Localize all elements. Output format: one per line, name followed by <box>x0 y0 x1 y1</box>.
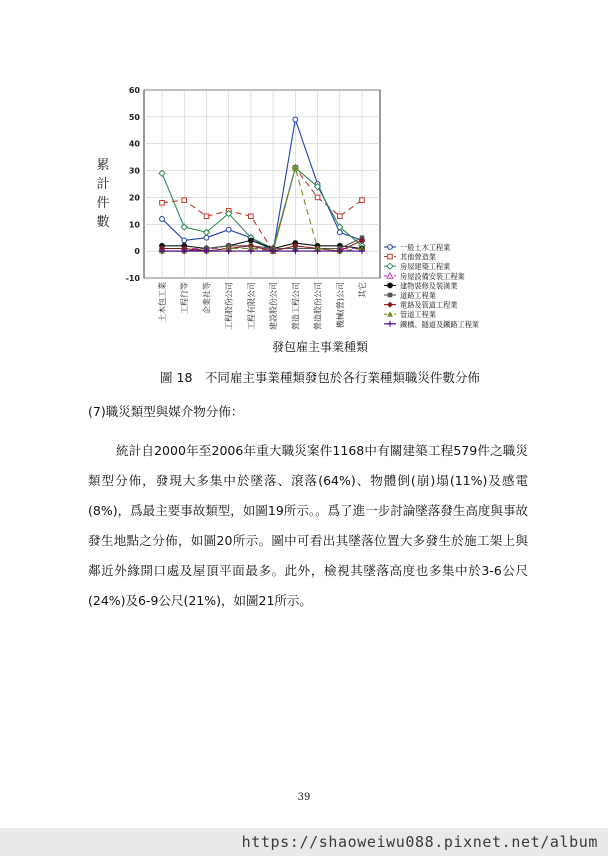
data-point <box>387 321 393 327</box>
x-tick-label: 建設股份公司 <box>269 282 279 330</box>
y-tick-label: 0 <box>134 247 140 257</box>
data-point <box>387 273 393 278</box>
data-point <box>204 214 209 219</box>
data-point <box>182 238 187 243</box>
section-heading: (7)職災類型與媒介物分佈： <box>88 404 244 419</box>
legend-label: 鐵橋、隧道及鐵路工程業 <box>400 319 480 329</box>
data-point <box>360 198 365 203</box>
data-point <box>388 283 393 288</box>
legend-label: 其他營造業 <box>400 252 436 262</box>
data-point <box>248 238 253 243</box>
figure-caption: 圖 18 不同雇主事業種類發包於各行業種類職災件數分佈 <box>160 370 480 385</box>
y-tick-label: 40 <box>128 139 140 149</box>
data-point <box>293 117 298 122</box>
y-tick-label: 10 <box>128 220 140 230</box>
data-point <box>226 227 231 232</box>
watermark-url: https://shaoweiwu088.pixnet.net/album <box>241 833 598 851</box>
x-tick-label: 工程有限公司 <box>246 282 256 330</box>
x-tick-label: 企業社等 <box>202 282 212 314</box>
x-tick-label: 營造工程公司 <box>291 282 301 330</box>
data-point <box>388 245 393 250</box>
y-tick-label: 20 <box>128 193 140 203</box>
legend-label: 房屋建築工程業 <box>400 262 451 272</box>
data-point <box>387 263 393 269</box>
data-point <box>337 214 342 219</box>
x-tick-label: 其它 <box>358 282 367 298</box>
chart-legend <box>384 243 479 329</box>
data-point <box>387 311 393 316</box>
y-tick-label: -10 <box>125 274 140 283</box>
data-point <box>160 201 165 206</box>
data-point <box>160 217 165 222</box>
x-tick-label: 工程股份公司 <box>224 282 234 330</box>
body-paragraph: 統計自2000年至2006年重大職災案件1168中有關建築工程579件之職災類型分佈，發現大多集中於墜落、滾落(64%)、物體倒(崩)塌(11%)及感電(8%)，爲最主要事故類型，如圖19所示。。爲了進一步討論墜落發生高度與事故發生地點之分佈，如圖20所示。圖中可看出其墜落位置大多發生於施工架上與鄰近外緣開口處及屋頂平面最多。此外，檢視其墜落高度也多集中於3-6公尺(24%)及6-9公尺(21%)，如圖21所示。 <box>88 443 528 608</box>
legend-label: 一般土木工程業 <box>400 243 451 252</box>
legend-label: 道路工程業 <box>400 291 436 300</box>
y-axis-label: 累計件數 <box>96 158 110 230</box>
data-point <box>388 293 393 298</box>
x-tick-label: 土木包工業 <box>158 282 167 322</box>
data-point <box>249 214 254 219</box>
page-number: 39 <box>297 792 311 803</box>
x-axis-ticks <box>157 282 367 330</box>
x-axis-label: 發包雇主事業種類 <box>271 340 368 354</box>
line-chart <box>0 0 608 360</box>
data-point <box>387 302 393 308</box>
y-tick-label: 50 <box>128 112 140 122</box>
legend-label: 管道工程業 <box>400 310 436 320</box>
y-axis-ticks <box>126 86 141 283</box>
data-point <box>388 254 393 259</box>
x-tick-label: 營造股份公司 <box>313 282 323 330</box>
y-tick-label: 30 <box>128 166 140 176</box>
watermark-bar <box>0 828 608 856</box>
data-point <box>182 198 187 203</box>
data-point <box>315 195 320 200</box>
legend-label: 建物裝修及裝潢業 <box>400 281 458 291</box>
legend-label: 電路及管道工程業 <box>400 300 458 310</box>
x-tick-label: 機械(營)公司 <box>335 282 345 329</box>
y-tick-label: 60 <box>128 86 140 95</box>
x-tick-label: 工程行等 <box>180 282 190 314</box>
legend-label: 房屋設備安裝工程業 <box>400 271 465 281</box>
